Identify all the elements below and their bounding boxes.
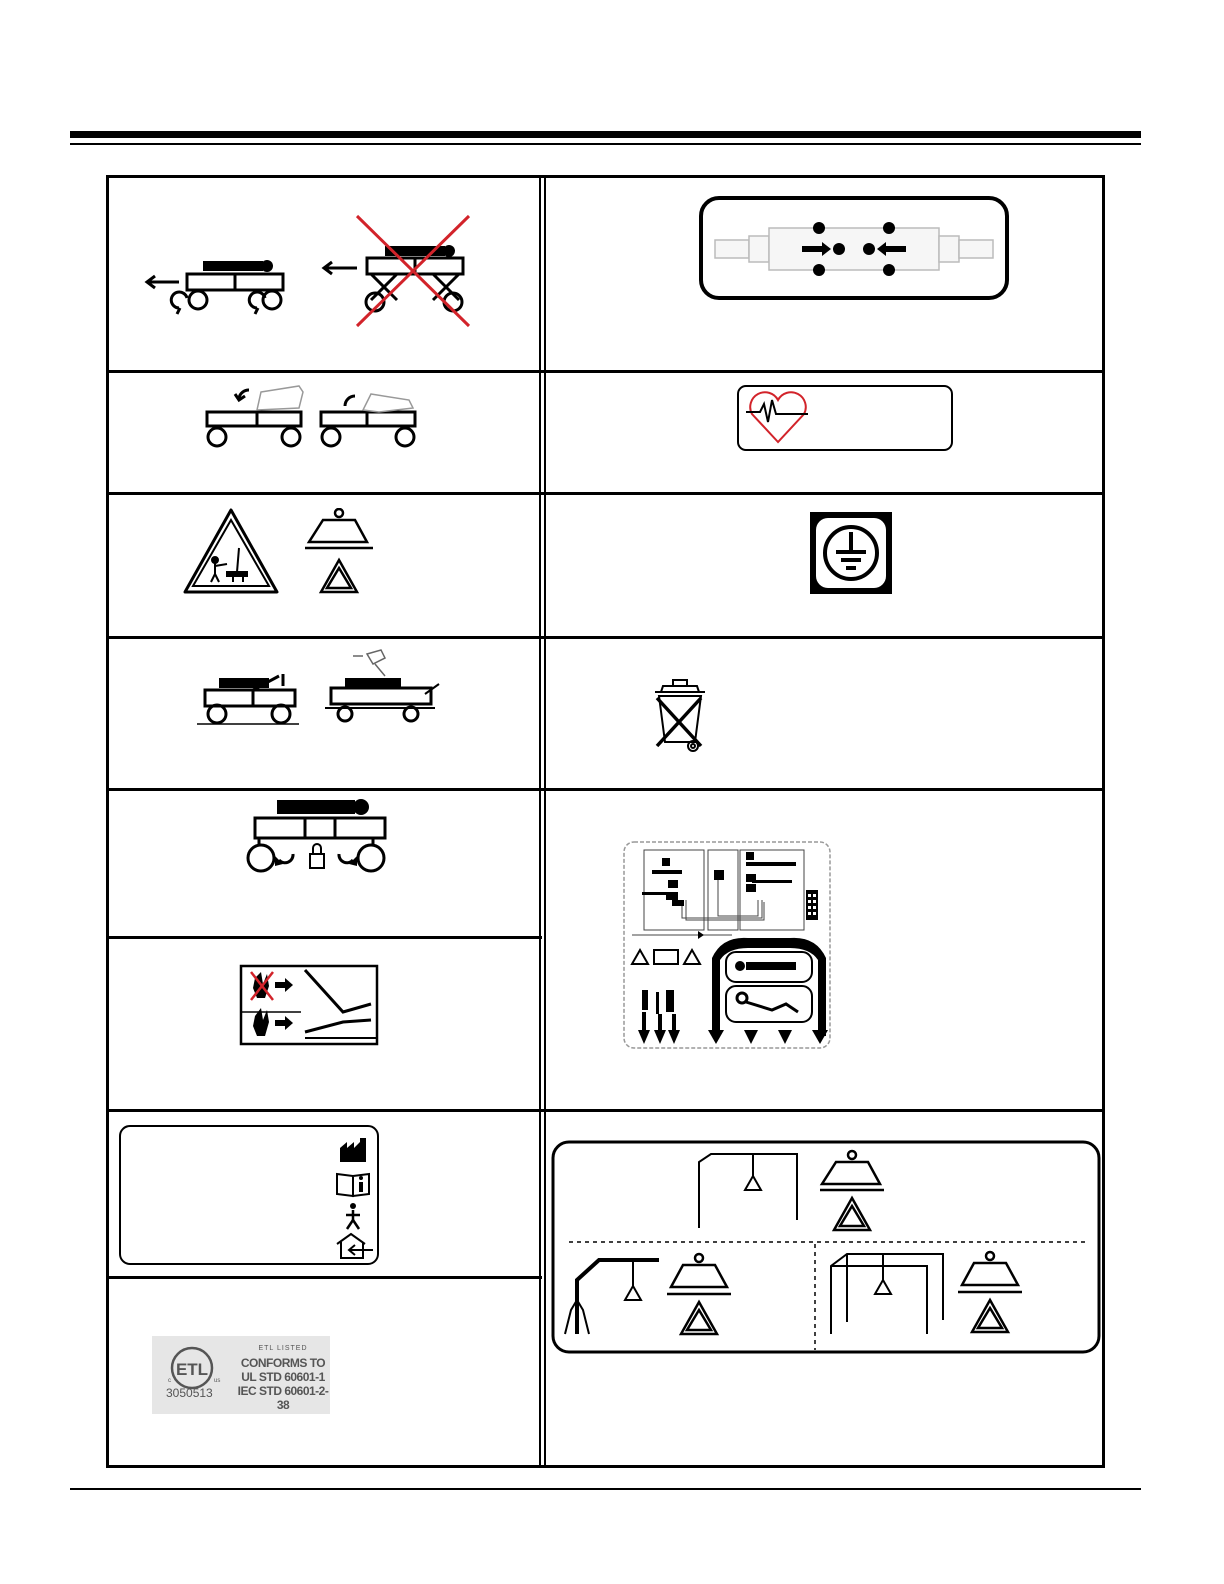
manufacturer-symbol xyxy=(338,1136,370,1164)
svg-text:c: c xyxy=(168,1378,171,1384)
etl-certification-mark xyxy=(152,1336,330,1414)
header-rule-thin xyxy=(70,143,1141,145)
etl-standards-text: ETL LISTED CONFORMS TO UL STD 60601-1 IEC STD 60601-2-38 xyxy=(237,1345,329,1412)
fowler-positioning-symbol xyxy=(199,378,429,450)
tipping-warning-symbol xyxy=(183,508,393,596)
etl-control-number: 3050513 xyxy=(166,1386,213,1400)
protective-earth-symbol xyxy=(810,512,892,594)
svg-text:ETL: ETL xyxy=(175,1360,209,1379)
symbol-table xyxy=(106,175,1105,1468)
brake-lock-symbol xyxy=(243,798,393,876)
transport-symbol xyxy=(139,208,479,338)
iv-pole-load-symbol xyxy=(551,1140,1101,1354)
type-b-applied-part-symbol xyxy=(343,1202,363,1230)
consult-instructions-symbol xyxy=(335,1170,371,1198)
wiring-diagram-label xyxy=(622,840,832,1050)
header-rule-thick xyxy=(70,131,1141,138)
weee-disposal-symbol xyxy=(649,676,711,754)
trendelenburg-symbol xyxy=(195,644,445,728)
defibrillation-proof-symbol xyxy=(736,384,954,452)
footer-rule xyxy=(70,1488,1141,1490)
pinch-point-warning-symbol xyxy=(239,964,379,1046)
indoor-use-symbol xyxy=(335,1232,375,1260)
equipotential-connector-symbol xyxy=(699,196,1009,302)
svg-text:us: us xyxy=(214,1378,221,1384)
